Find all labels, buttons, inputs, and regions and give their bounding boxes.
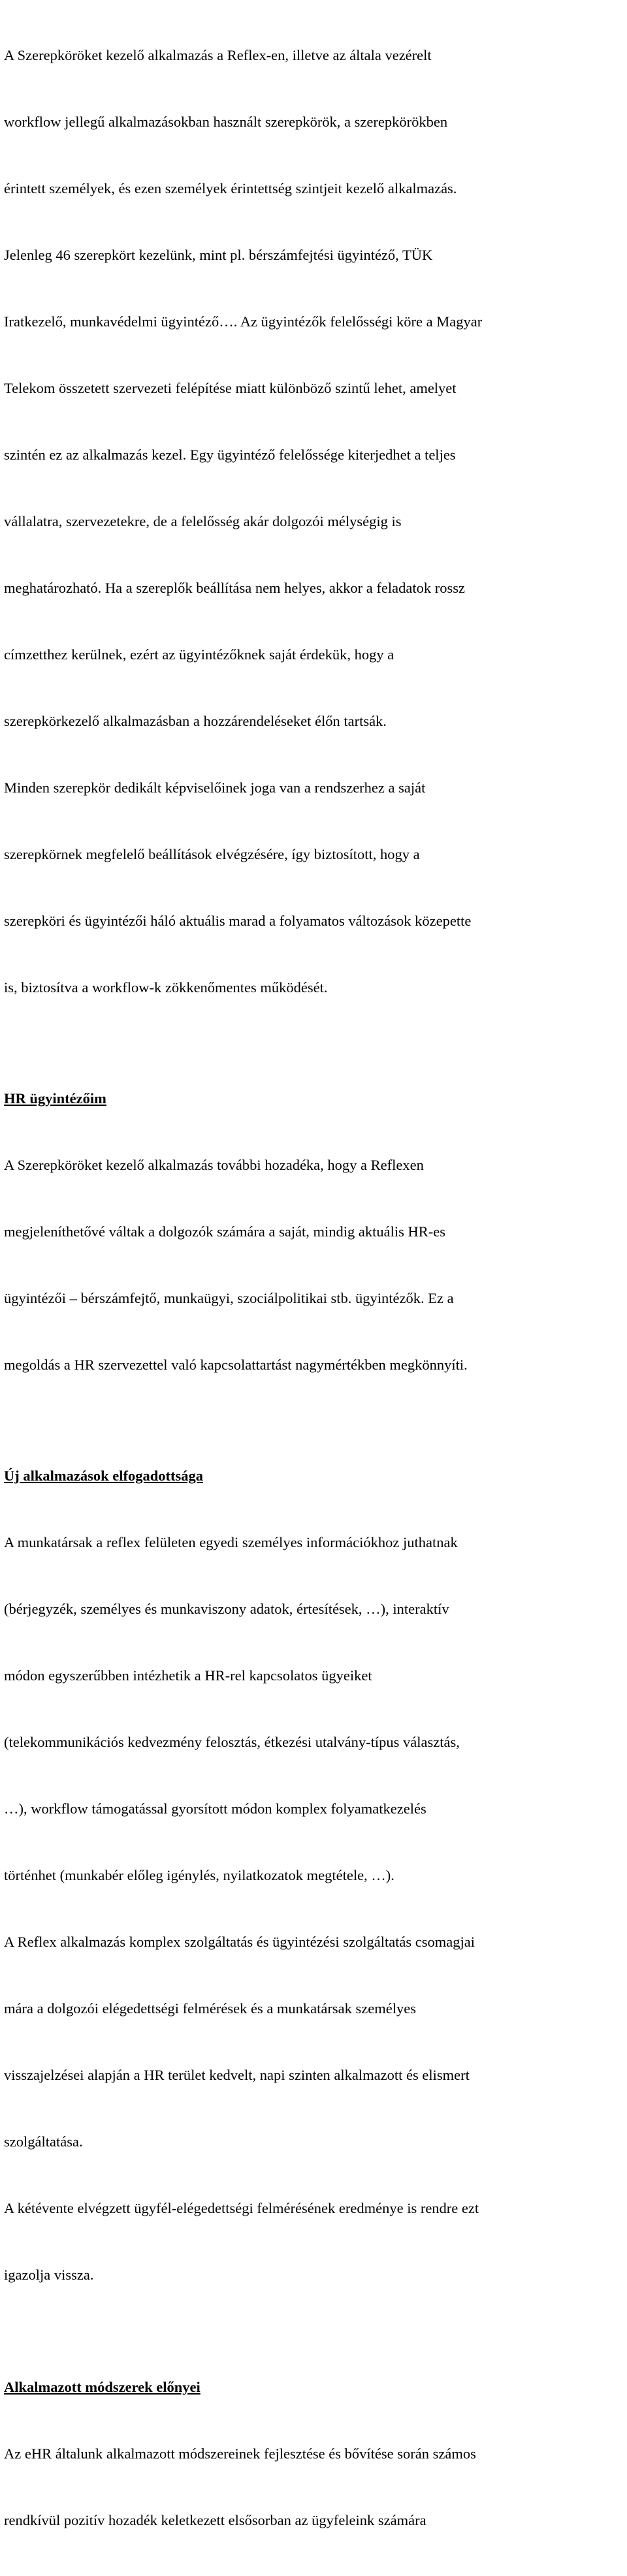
document-page bbox=[4, 0, 624, 2576]
text-line: A Szerepköröket kezelő alkalmazás további hozadéka, hogy a Reflexen bbox=[4, 1157, 424, 1173]
text-line: szolgáltatása. bbox=[4, 2133, 83, 2150]
text-line: vállalatra, szervezetekre, de a felelősség akár dolgozói mélységig is bbox=[4, 513, 402, 529]
text-line: workflow jellegű alkalmazásokban használt szerepkörök, a szerepkörökben bbox=[4, 114, 448, 130]
text-line: szerepkörnek megfelelő beállítások elvégzésére, így biztosított, hogy a bbox=[4, 846, 420, 862]
text-line: visszajelzései alapján a HR terület kedvelt, napi szinten alkalmazott és elismert bbox=[4, 2067, 470, 2083]
text-line: Iratkezelő, munkavédelmi ügyintéző…. Az ügyintézők felelősségi köre a Magyar bbox=[4, 313, 483, 330]
text-line: is, biztosítva a workflow-k zökkenőmentes működését. bbox=[4, 979, 328, 996]
text-line: A Reflex alkalmazás komplex szolgáltatás és ügyintézési szolgáltatás csomagjai bbox=[4, 1934, 475, 1950]
text-line: A munkatársak a reflex felületen egyedi személyes információkhoz juthatnak bbox=[4, 1534, 458, 1550]
text-line: szintén ez az alkalmazás kezel. Egy ügyintéző felelőssége kiterjedhet a teljes bbox=[4, 447, 456, 463]
text-line: A Szerepköröket kezelő alkalmazás a Reflex-en, illetve az általa vezérelt bbox=[4, 47, 432, 63]
text-line: ügyintézői – bérszámfejtő, munkaügyi, szociálpolitikai stb. ügyintézők. Ez a bbox=[4, 1290, 454, 1306]
section-spacer bbox=[4, 1043, 624, 1088]
section-hr bbox=[4, 1088, 624, 1421]
text-line: …), workflow támogatással gyorsított módon komplex folyamatkezelés bbox=[4, 1800, 426, 1817]
text-line: Minden szerepkör dedikált képviselőinek joga van a rendszerhez a saját bbox=[4, 779, 426, 796]
text-line: A kétévente elvégzett ügyfél-elégedettségi felmérésének eredménye is rendre ezt bbox=[4, 2200, 479, 2216]
section-heading-new-apps: Új alkalmazások elfogadottsága bbox=[4, 1468, 203, 1484]
text-line: módon egyszerűbben intézhetik a HR-rel kapcsolatos ügyeiket bbox=[4, 1667, 372, 1684]
section-spacer bbox=[4, 2331, 624, 2376]
text-line: címzetthez kerülnek, ezért az ügyintézőknek saját érdekük, hogy a bbox=[4, 646, 394, 663]
section-heading-methods: Alkalmazott módszerek előnyei bbox=[4, 2379, 201, 2395]
text-line: (telekommunikációs kedvezmény felosztás, étkezési utalvány-típus választás, bbox=[4, 1734, 460, 1750]
text-line: szerepkörkezelő alkalmazásban a hozzárendeléseket élőn tartsák. bbox=[4, 713, 387, 729]
text-line: meghatározható. Ha a szereplők beállítása nem helyes, akkor a feladatok rossz bbox=[4, 580, 465, 596]
text-line: (bérjegyzék, személyes és munkaviszony adatok, értesítések, …), interaktív bbox=[4, 1601, 449, 1617]
text-line: érintett személyek, és ezen személyek érintettség szintjeit kezelő alkalmazás. bbox=[4, 180, 457, 196]
text-line: megjeleníthetővé váltak a dolgozók számára a saját, mindig aktuális HR-es bbox=[4, 1223, 446, 1240]
section-new-apps bbox=[4, 1465, 624, 2331]
text-line: rendkívül pozitív hozadék keletkezett elsősorban az ügyfeleink számára bbox=[4, 2512, 426, 2528]
section-methods-paragraph bbox=[4, 2398, 624, 2576]
text-line: igazolja vissza. bbox=[4, 2267, 94, 2283]
text-line: Telekom összetett szervezeti felépítése miatt különböző szintű lehet, amelyet bbox=[4, 380, 457, 396]
text-line: Az eHR általunk alkalmazott módszereinek fejlesztése és bővítése során számos bbox=[4, 2445, 476, 2462]
section-heading-hr: HR ügyintézőim bbox=[4, 1090, 106, 1107]
text-line: Jelenleg 46 szerepkört kezelünk, mint pl. bérszámfejtési ügyintéző, TÜK bbox=[4, 247, 433, 263]
intro-paragraph bbox=[4, 0, 624, 1043]
text-line: történhet (munkabér előleg igénylés, nyilatkozatok megtétele, …). bbox=[4, 1867, 394, 1883]
text-line: mára a dolgozói elégedettségi felmérések és a munkatársak személyes bbox=[4, 2000, 416, 2017]
text-line: szerepköri és ügyintézői háló aktuális marad a folyamatos változások közepette bbox=[4, 913, 472, 929]
section-spacer bbox=[4, 1421, 624, 1465]
text-line: megoldás a HR szervezettel való kapcsolattartást nagymértékben megkönnyíti. bbox=[4, 1357, 468, 1373]
section-methods bbox=[4, 2376, 624, 2576]
section-new-apps-paragraph bbox=[4, 1487, 624, 2331]
section-hr-paragraph bbox=[4, 1110, 624, 1421]
